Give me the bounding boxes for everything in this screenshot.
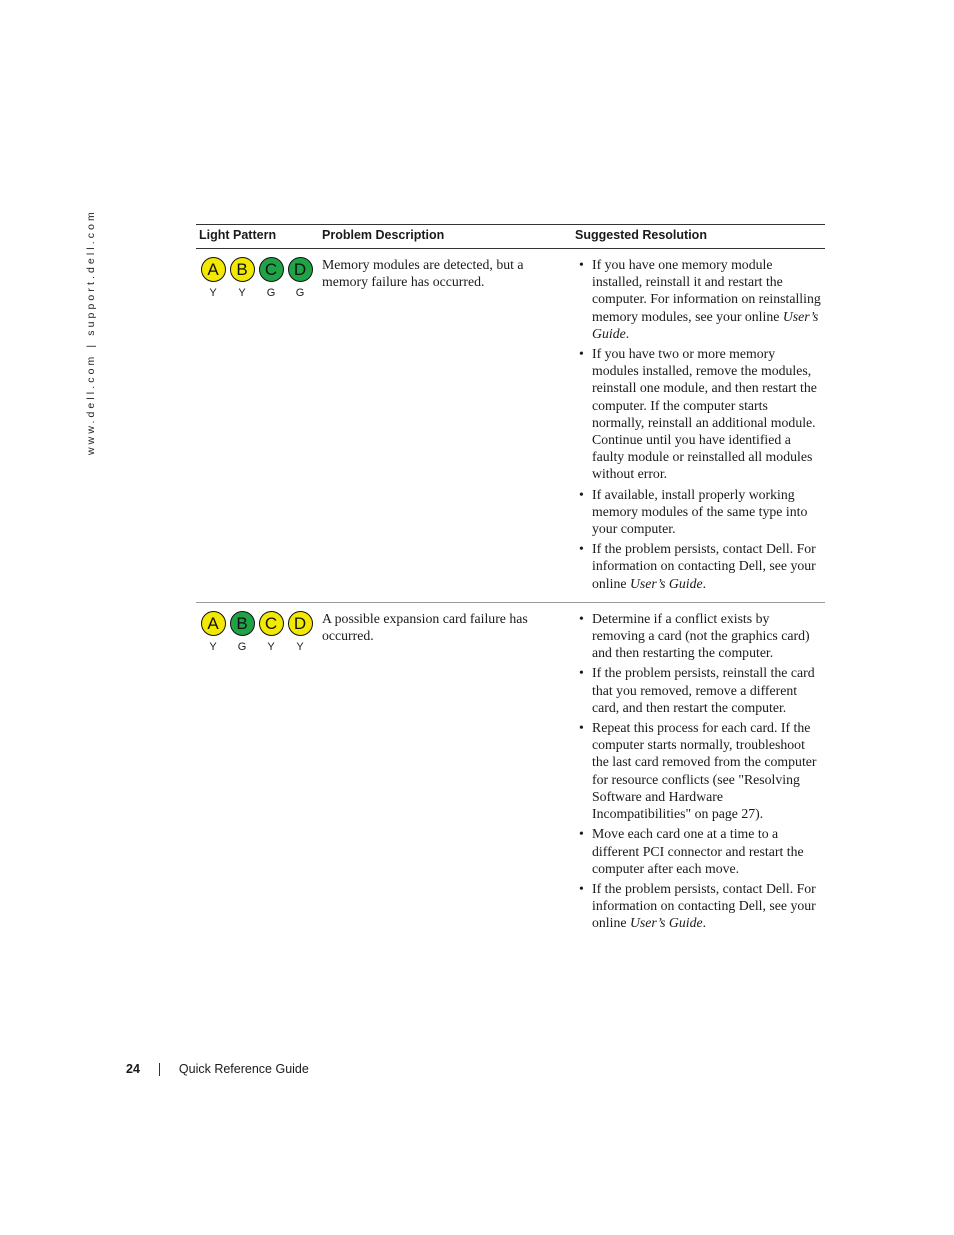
footer-title: Quick Reference Guide [178,1062,309,1076]
light-circle-icon: B [230,611,255,636]
diagnostic-lights-table [196,224,825,942]
resolution-list [575,610,822,932]
light-pattern-cell [196,602,319,941]
diagnostic-light [286,257,314,302]
light-color-code: Y [267,640,275,653]
resolution-item: • Repeat this process for each card. If the computer starts normally, troubleshoot the last card removed from the computer for resource conflicts (see "Resolving Software and Hardware Incompatibilities" on page 27). [575,719,822,822]
resolution-item: • Determine if a conflict exists by removing a card (not the graphics card) and then restarting the computer. [575,610,822,662]
guide-title: User’s Guide [592,308,819,341]
table-row [196,602,825,941]
header-light-pattern: Light Pattern [196,225,319,249]
light-color-code: Y [209,640,217,653]
guide-title: User’s Guide [629,575,703,591]
diagnostic-light [257,257,285,302]
diagnostic-light [228,611,256,656]
light-color-code: G [237,640,247,653]
light-circle-icon: C [259,611,284,636]
resolution-item: • If available, install properly working memory modules of the same type into your computer. [575,486,822,538]
problem-description: A possible expansion card failure has occurred. [319,602,572,941]
resolution-item: • If the problem persists, contact Dell. For information on contacting Dell, see your online User’s Guide. [575,880,822,932]
diagnostic-lights [199,611,316,656]
diagnostic-light [228,257,256,302]
sidebar-url: www.dell.com | support.dell.com [85,209,97,455]
problem-description: Memory modules are detected, but a memory failure has occurred. [322,257,524,290]
resolution-item: • If you have one memory module installed, reinstall it and restart the computer. For information on reinstalling memory modules, see your online User’s Guide. [575,256,822,342]
light-color-code: Y [296,640,304,653]
light-circle-icon: C [259,257,284,282]
table-header-row [196,225,825,249]
diagnostic-light [199,611,227,656]
page-footer [126,1062,309,1076]
light-color-code: Y [209,287,217,299]
resolution-item: • If the problem persists, reinstall the card that you removed, remove a different card, and then restart the computer. [575,664,822,716]
suggested-resolution [572,602,825,941]
light-pattern-cell [196,249,319,603]
light-color-code: Y [238,287,246,299]
light-circle-icon: A [201,257,226,282]
guide-title: User’s Guide [629,915,703,931]
light-circle-icon: B [230,257,255,282]
resolution-list [575,256,822,592]
diagnostic-lights [199,257,316,302]
diagnostic-light [199,257,227,302]
light-color-code: G [266,287,276,299]
page-number: 24 [126,1062,140,1076]
resolution-item: • Move each card one at a time to a different PCI connector and restart the computer after each move. [575,825,822,877]
resolution-item: • If the problem persists, contact Dell. For information on contacting Dell, see your online User’s Guide. [575,540,822,592]
header-problem-description: Problem Description [319,225,572,249]
diagnostic-light [286,611,314,656]
resolution-item: • If you have two or more memory modules installed, remove the modules, reinstall one module, and then restart the computer. If the computer starts normally, reinstall an additional module. Continue until you have identified a faulty module or reinstalled all modules without error. [575,345,822,483]
diagnostic-light [257,611,285,656]
light-color-code: G [295,287,305,299]
light-circle-icon: A [201,611,226,636]
table-row [196,249,825,603]
header-suggested-resolution: Suggested Resolution [572,225,825,249]
light-circle-icon: D [288,611,313,636]
suggested-resolution [572,249,825,603]
footer-separator [159,1063,160,1076]
light-circle-icon: D [288,257,313,282]
